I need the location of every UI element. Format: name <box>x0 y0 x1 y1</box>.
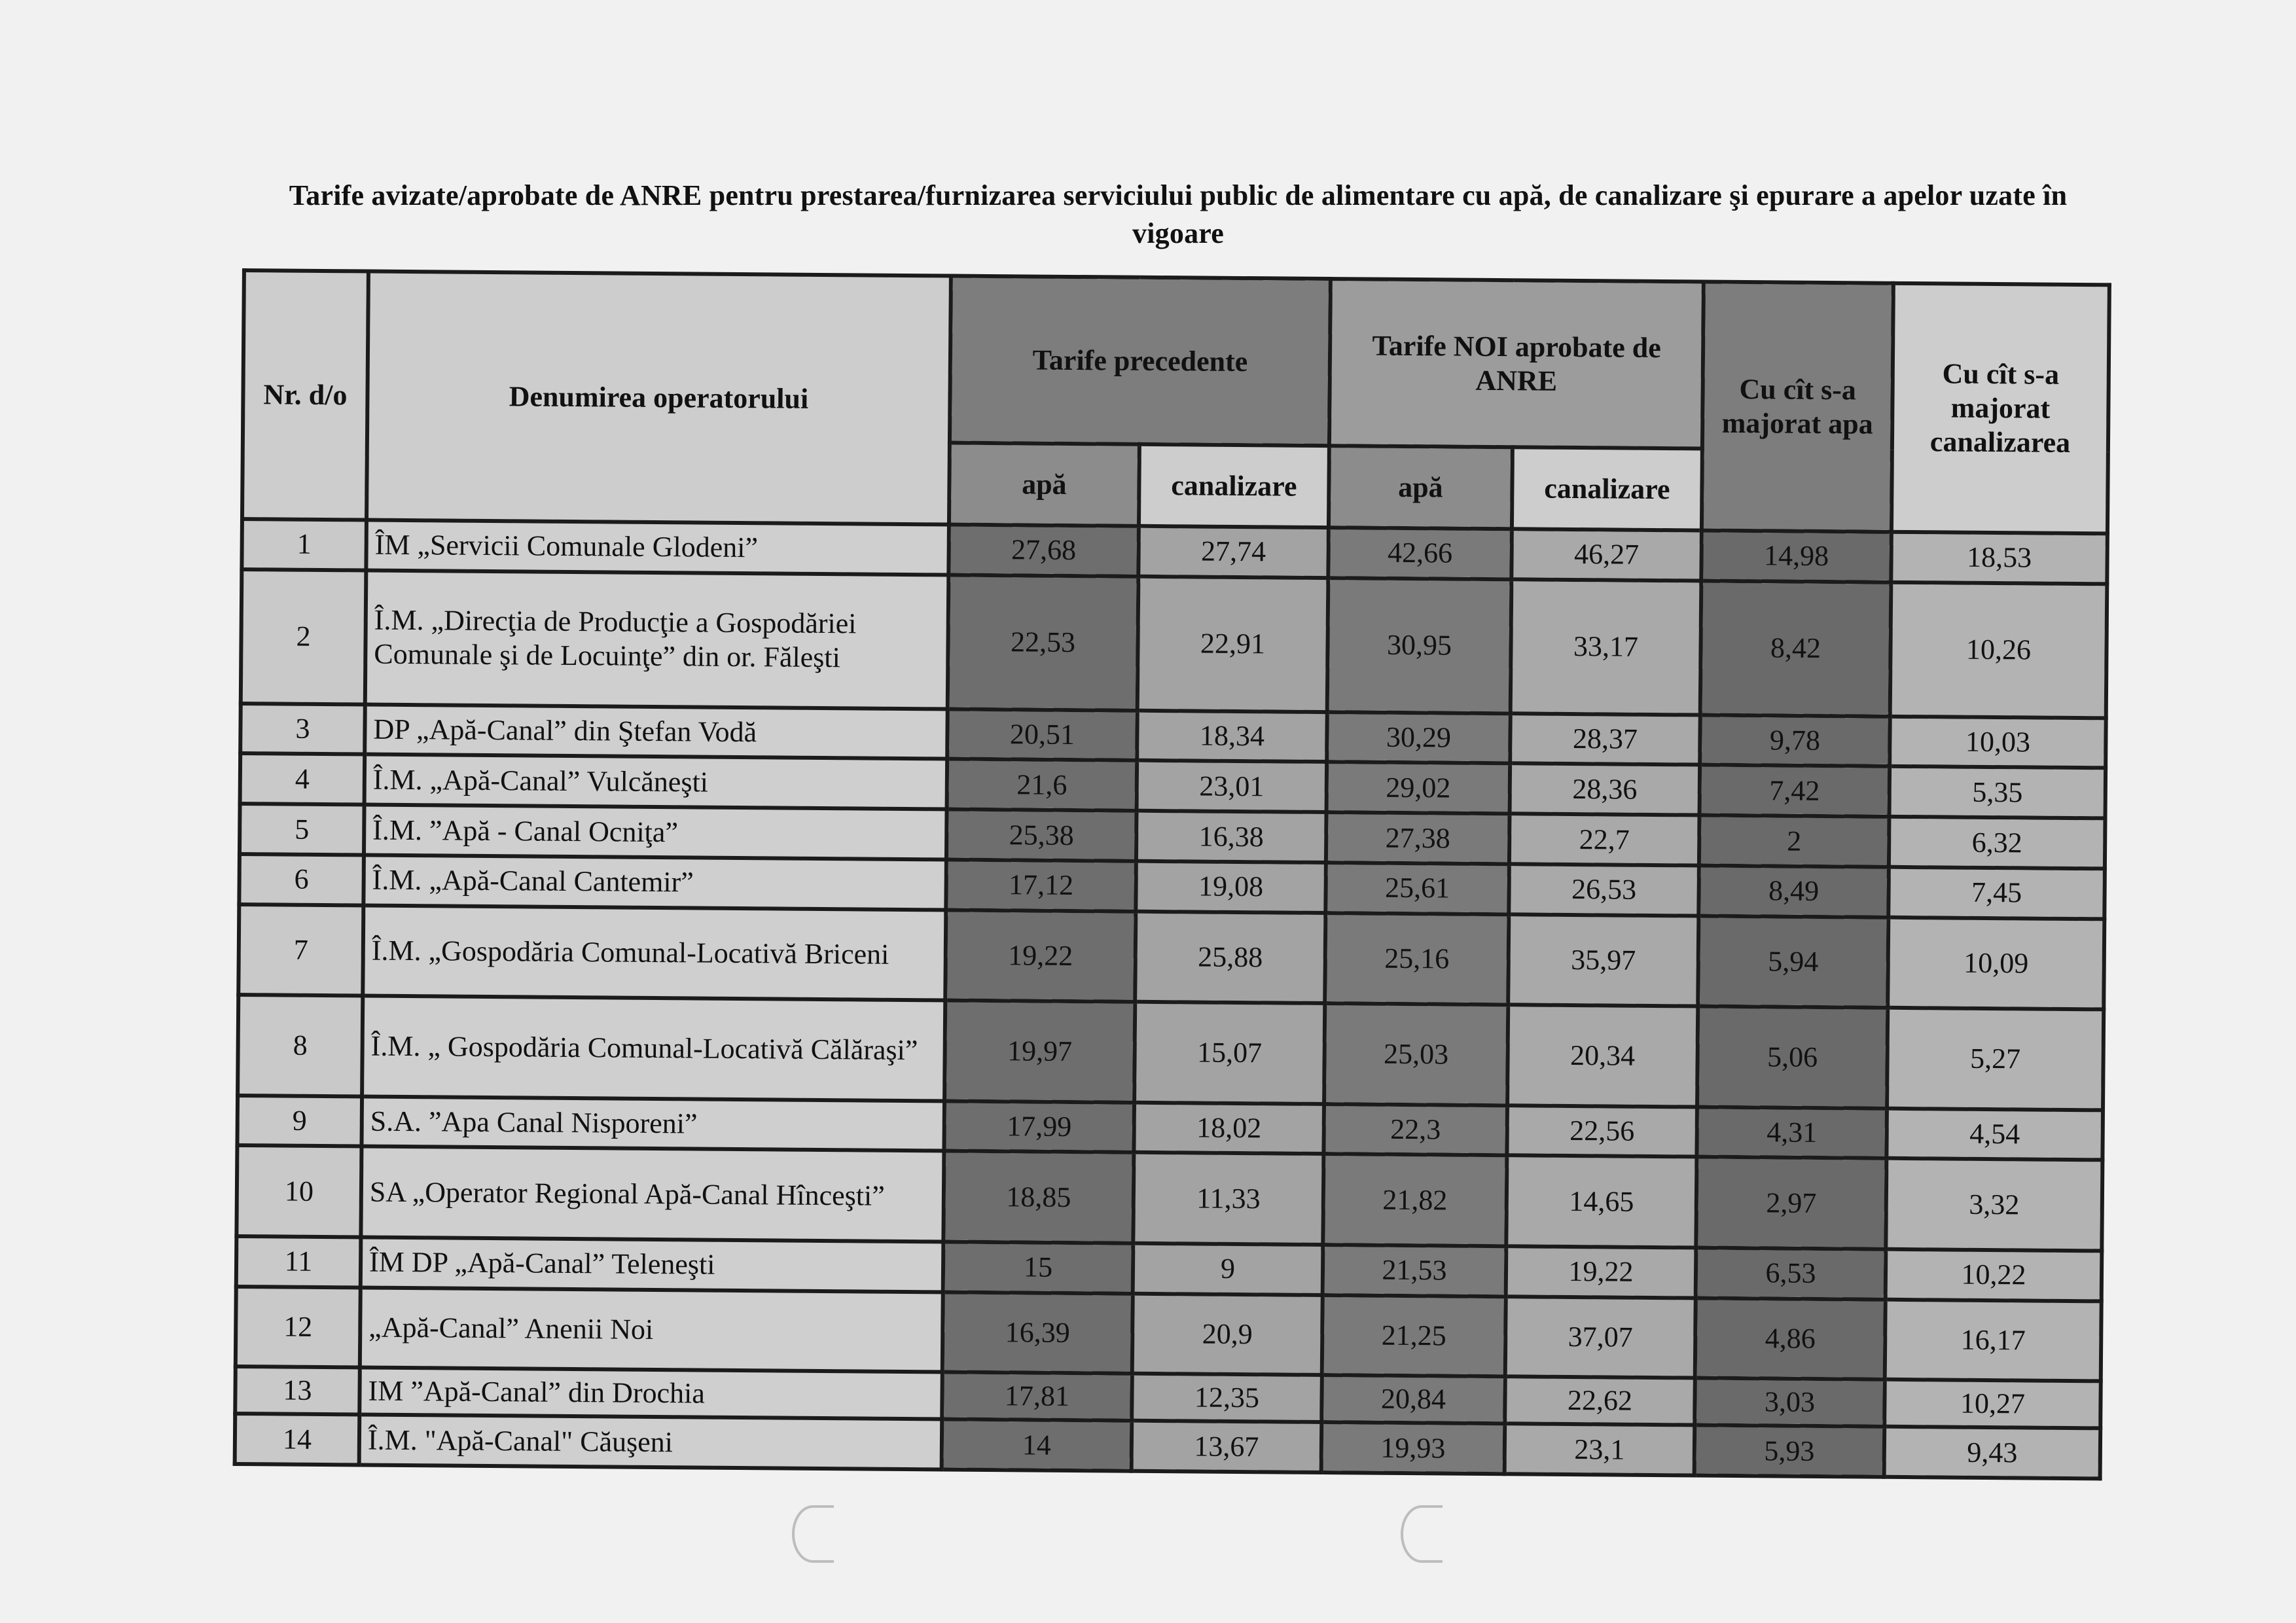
sewer-increase: 5,27 <box>1887 1008 2104 1110</box>
new-water-tariff: 30,29 <box>1327 712 1511 764</box>
prev-water-tariff: 21,6 <box>947 759 1138 811</box>
operator-name: Î.M. „Apă-Canal” Vulcăneşti <box>365 755 948 810</box>
sewer-increase: 10,03 <box>1890 716 2106 768</box>
sewer-increase: 10,22 <box>1886 1249 2102 1300</box>
table-row <box>241 569 2108 718</box>
sewer-increase: 10,27 <box>1884 1380 2101 1428</box>
water-increase: 8,42 <box>1700 580 1892 716</box>
new-sewer-tariff: 37,07 <box>1505 1296 1696 1378</box>
row-number: 4 <box>240 753 365 804</box>
prev-sewer-tariff: 12,35 <box>1132 1374 1322 1422</box>
prev-sewer-tariff: 15,07 <box>1134 1002 1325 1104</box>
row-number: 10 <box>236 1145 361 1237</box>
new-sewer-tariff: 35,97 <box>1508 914 1698 1007</box>
prev-water-tariff: 20,51 <box>947 709 1138 760</box>
prev-water-tariff: 16,39 <box>942 1292 1133 1374</box>
new-water-tariff: 21,53 <box>1323 1245 1507 1296</box>
new-sewer-tariff: 23,1 <box>1505 1423 1695 1475</box>
new-water-tariff: 21,25 <box>1322 1295 1506 1377</box>
table-row <box>236 1286 2102 1381</box>
sewer-increase: 6,32 <box>1889 817 2106 868</box>
operator-name: S.A. ”Apa Canal Nisporeni” <box>361 1096 944 1151</box>
sewer-increase: 7,45 <box>1888 867 2105 919</box>
prev-sewer-tariff: 16,38 <box>1136 811 1327 863</box>
sewer-increase: 10,09 <box>1888 918 2104 1010</box>
new-water-tariff: 29,02 <box>1327 762 1511 813</box>
operator-name: IM ”Apă-Canal” din Drochia <box>359 1368 942 1419</box>
new-water-tariff: 25,03 <box>1324 1003 1508 1105</box>
operator-name: DP „Apă-Canal” din Ştefan Vodă <box>365 704 948 759</box>
sewer-increase: 18,53 <box>1891 532 2108 584</box>
operator-name: Î.M. „Apă-Canal Cantemir” <box>363 855 946 910</box>
water-increase: 5,93 <box>1695 1425 1885 1477</box>
row-number: 9 <box>237 1096 362 1147</box>
new-sewer-tariff: 22,7 <box>1509 813 1700 865</box>
prev-water-tariff: 17,12 <box>946 859 1136 911</box>
subheader-new-canalizare: canalizare <box>1512 447 1702 530</box>
sewer-increase: 4,54 <box>1886 1108 2103 1160</box>
sewer-increase: 16,17 <box>1885 1299 2102 1381</box>
subheader-prev-apa: apă <box>949 442 1139 526</box>
row-number: 1 <box>242 519 367 570</box>
prev-sewer-tariff: 25,88 <box>1135 912 1325 1004</box>
operator-name: Î.M. „Gospodăria Comunal-Locativă Briceni <box>363 905 946 1000</box>
new-sewer-tariff: 20,34 <box>1507 1005 1698 1107</box>
page-title: Tarife avizate/aprobate de ANRE pentru prestarea/furnizarea serviciului public de alimentare cu apă, de canalizare şi epurare a apelor uzate în vigoare <box>289 179 2068 249</box>
sewer-increase: 9,43 <box>1884 1427 2101 1479</box>
prev-water-tariff: 19,22 <box>945 910 1136 1002</box>
prev-sewer-tariff: 9 <box>1133 1243 1323 1294</box>
row-number: 5 <box>240 804 365 855</box>
prev-sewer-tariff: 18,02 <box>1134 1102 1324 1154</box>
sewer-increase: 10,26 <box>1890 582 2108 718</box>
header-nr: Nr. d/o <box>242 270 368 520</box>
water-increase: 2 <box>1699 815 1890 867</box>
water-increase: 14,98 <box>1701 531 1892 582</box>
new-water-tariff: 27,38 <box>1326 812 1510 864</box>
water-increase: 2,97 <box>1696 1157 1886 1249</box>
water-increase: 8,49 <box>1698 866 1889 918</box>
punch-hole-mark <box>792 1505 834 1563</box>
operator-name: ÎM „Servicii Comunale Glodeni” <box>366 520 949 575</box>
water-increase: 5,06 <box>1697 1007 1888 1109</box>
prev-sewer-tariff: 20,9 <box>1132 1293 1323 1375</box>
prev-water-tariff: 27,68 <box>948 524 1139 576</box>
operator-name: Î.M. ”Apă - Canal Ocniţa” <box>364 805 947 860</box>
tariff-table <box>233 268 2111 1480</box>
prev-water-tariff: 17,99 <box>944 1101 1134 1152</box>
new-water-tariff: 22,3 <box>1323 1104 1507 1156</box>
water-increase: 4,31 <box>1696 1107 1887 1158</box>
new-water-tariff: 42,66 <box>1328 527 1512 579</box>
new-water-tariff: 19,93 <box>1321 1422 1505 1474</box>
prev-sewer-tariff: 19,08 <box>1136 861 1326 913</box>
row-number: 2 <box>241 569 367 704</box>
header-previous-tariffs: Tarife precedente <box>950 276 1331 446</box>
operator-name: Î.M. „Direcţia de Producţie a Gospodăriei Comunale şi de Locuinţe” din or. Făleşti <box>365 570 949 709</box>
punch-hole-mark <box>1401 1505 1443 1563</box>
new-sewer-tariff: 33,17 <box>1511 579 1702 715</box>
water-increase: 9,78 <box>1700 715 1890 766</box>
prev-sewer-tariff: 27,74 <box>1138 526 1329 578</box>
row-number: 6 <box>239 854 364 905</box>
row-number: 3 <box>240 704 365 755</box>
prev-sewer-tariff: 18,34 <box>1137 710 1327 762</box>
prev-sewer-tariff: 13,67 <box>1132 1421 1322 1472</box>
prev-water-tariff: 25,38 <box>946 810 1137 861</box>
new-sewer-tariff: 26,53 <box>1509 864 1699 916</box>
new-water-tariff: 20,84 <box>1321 1375 1505 1423</box>
prev-water-tariff: 18,85 <box>943 1151 1134 1243</box>
header-operator: Denumirea operatorului <box>367 272 951 525</box>
new-sewer-tariff: 22,56 <box>1507 1105 1697 1157</box>
row-number: 14 <box>235 1414 360 1465</box>
water-increase: 6,53 <box>1696 1247 1886 1299</box>
new-sewer-tariff: 14,65 <box>1506 1156 1696 1248</box>
water-increase: 3,03 <box>1695 1378 1885 1427</box>
operator-name: SA „Operator Regional Apă-Canal Hînceşti” <box>361 1147 944 1241</box>
new-sewer-tariff: 22,62 <box>1505 1377 1695 1425</box>
operator-name: ÎM DP „Apă-Canal” Teleneşti <box>361 1237 944 1292</box>
prev-water-tariff: 14 <box>942 1419 1132 1471</box>
new-sewer-tariff: 28,36 <box>1510 764 1700 815</box>
row-number: 7 <box>238 904 363 996</box>
table-row <box>236 1145 2102 1251</box>
prev-water-tariff: 22,53 <box>948 575 1139 710</box>
new-sewer-tariff: 19,22 <box>1506 1246 1696 1298</box>
operator-name: „Apă-Canal” Anenii Noi <box>360 1287 943 1372</box>
new-water-tariff: 25,61 <box>1325 863 1509 914</box>
header-row <box>243 270 2109 452</box>
operator-name: Î.M. „ Gospodăria Comunal-Locativă Călăraşi” <box>362 996 945 1101</box>
water-increase: 7,42 <box>1700 765 1890 817</box>
new-water-tariff: 30,95 <box>1327 578 1512 713</box>
header-sewer-increase: Cu cît s-a majorat canalizarea <box>1892 283 2109 534</box>
prev-sewer-tariff: 23,01 <box>1137 760 1327 812</box>
row-number: 12 <box>236 1286 361 1367</box>
prev-water-tariff: 19,97 <box>944 1001 1135 1103</box>
new-water-tariff: 25,16 <box>1325 913 1509 1005</box>
new-sewer-tariff: 46,27 <box>1511 529 1702 580</box>
subheader-prev-canalizare: canalizare <box>1139 444 1329 527</box>
sewer-increase: 3,32 <box>1886 1158 2102 1251</box>
subheader-new-apa: apă <box>1329 446 1513 529</box>
row-number: 8 <box>238 995 363 1096</box>
prev-sewer-tariff: 11,33 <box>1133 1152 1323 1245</box>
header-new-tariffs: Tarife NOI aprobate de ANRE <box>1329 279 1704 448</box>
new-water-tariff: 21,82 <box>1323 1154 1507 1245</box>
header-water-increase: Cu cît s-a majorat apa <box>1702 282 1893 532</box>
table-row <box>238 904 2104 1010</box>
prev-water-tariff: 15 <box>943 1241 1134 1293</box>
new-sewer-tariff: 28,37 <box>1510 713 1700 765</box>
table-row <box>238 995 2104 1110</box>
prev-sewer-tariff: 22,91 <box>1138 577 1329 712</box>
table-body <box>235 519 2108 1478</box>
row-number: 11 <box>236 1236 361 1287</box>
row-number: 13 <box>235 1366 360 1414</box>
water-increase: 4,86 <box>1695 1298 1886 1380</box>
operator-name: Î.M. "Apă-Canal" Căuşeni <box>359 1415 942 1470</box>
prev-water-tariff: 17,81 <box>942 1372 1132 1421</box>
sewer-increase: 5,35 <box>1890 766 2106 818</box>
water-increase: 5,94 <box>1698 916 1888 1008</box>
